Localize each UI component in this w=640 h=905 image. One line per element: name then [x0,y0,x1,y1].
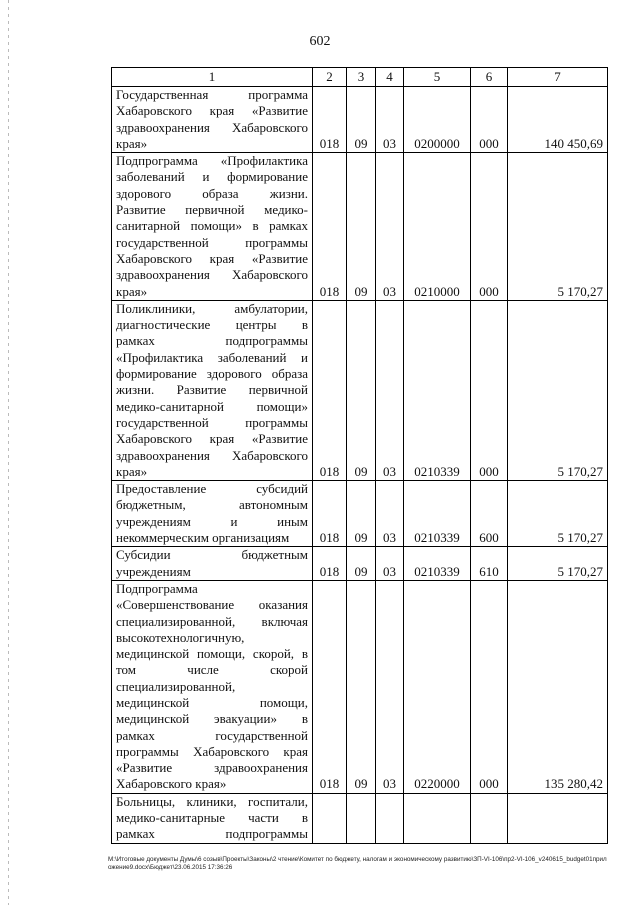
code-cell: 018 [313,153,347,301]
row-name-line: жизни. Развитие первичной [116,382,308,398]
row-name-line: учреждениям [116,563,191,579]
row-name-line: медико-санитарной помощи» [116,398,308,414]
code-cell: 09 [347,481,376,547]
code-cell: 03 [376,580,404,793]
row-name-line: здравоохранения Хабаровского [116,447,308,463]
scan-edge [8,0,9,905]
code-cell: 018 [313,481,347,547]
row-name-line: Хабаровского края «Развитие [116,431,308,447]
row-name-line: формирование здорового образа [116,366,308,382]
code-cell: 03 [376,481,404,547]
code-cell: 03 [376,300,404,480]
row-name-line: диагностические центры в [116,317,308,333]
code-cell [347,793,376,843]
row-name-line: здравоохранения Хабаровского [116,119,308,135]
header-cell: 1 [112,68,313,87]
row-name-line: «Совершенствование оказания [116,597,308,613]
row-name-cell [112,481,313,547]
amount-cell [508,793,608,843]
row-name-line: санитарной помощи» в рамках [116,218,308,234]
row-name-cell [112,793,313,843]
code-cell: 018 [313,300,347,480]
row-name-line: высокотехнологичную, [116,629,245,645]
code-cell: 09 [347,87,376,153]
row-name-line: Развитие первичной медико- [116,202,308,218]
row-name-line: Поликлиники, амбулатории, [116,300,308,316]
table-row [112,87,608,153]
row-name-line: Субсидии бюджетным [116,547,308,563]
header-cell: 7 [508,68,608,87]
row-name-line: медицинской помощи, [116,694,308,710]
table-row [112,153,608,301]
row-name-line: некоммерческим организациям [116,530,290,546]
row-name-line: заболеваний и формирование [116,169,308,185]
budget-table [111,67,608,844]
row-name-line: медико-санитарные части в [116,810,308,826]
code-cell [313,793,347,843]
code-cell: 03 [376,153,404,301]
row-name-line: Государственная программа [116,87,308,102]
header-cell: 2 [313,68,347,87]
amount-cell: 5 170,27 [508,547,608,581]
row-name-line: бюджетным, автономным [116,497,308,513]
row-name-line: «Профилактика заболеваний и [116,349,308,365]
amount-cell: 5 170,27 [508,153,608,301]
code-cell: 09 [347,153,376,301]
row-name-line: здравоохранения Хабаровского [116,267,308,283]
row-name-line: Предоставление субсидий [116,481,308,497]
row-name-line: края» [116,135,148,151]
code-cell: 0210339 [404,300,471,480]
row-name-line: Хабаровского края «Развитие [116,250,308,266]
code-cell: 610 [471,547,508,581]
amount-cell: 140 450,69 [508,87,608,153]
row-name-line: края» [116,283,148,299]
code-cell: 000 [471,153,508,301]
header-cell: 3 [347,68,376,87]
code-cell: 09 [347,580,376,793]
code-cell: 018 [313,580,347,793]
row-name-line: Хабаровского края «Развитие [116,103,308,119]
code-cell: 000 [471,300,508,480]
code-cell: 0210339 [404,547,471,581]
code-cell: 0210000 [404,153,471,301]
row-name-line: здорового образа жизни. [116,185,308,201]
code-cell: 018 [313,87,347,153]
code-cell: 018 [313,547,347,581]
code-cell: 09 [347,547,376,581]
row-name-line: Подпрограмма «Профилактика [116,153,308,169]
code-cell: 000 [471,580,508,793]
code-cell [376,793,404,843]
row-name-line: государственной программы [116,414,308,430]
row-name-line: Хабаровского края» [116,776,227,792]
code-cell: 0220000 [404,580,471,793]
row-name-line: рамках подпрограммы [116,826,308,842]
row-name-line: специализированной, включая [116,613,308,629]
page-number: 602 [309,34,331,49]
code-cell [404,793,471,843]
row-name-cell [112,153,313,301]
amount-cell: 5 170,27 [508,300,608,480]
row-name-line: медицинской эвакуации» в [116,711,308,727]
code-cell: 09 [347,300,376,480]
row-name-line: медицинской помощи, скорой, в [116,646,308,662]
row-name-line: том числе скорой [116,662,308,678]
table-row [112,580,608,793]
row-name-line: края» [116,463,148,479]
table-row [112,793,608,843]
code-cell: 0210339 [404,481,471,547]
row-name-line: рамках государственной [116,727,308,743]
row-name-cell [112,547,313,581]
table-row [112,481,608,547]
row-name-line: учреждениям и иным [116,513,308,529]
header-cell: 4 [376,68,404,87]
code-cell: 000 [471,87,508,153]
row-name-cell [112,300,313,480]
row-name-line: программы Хабаровского края [116,743,308,759]
row-name-line: Больницы, клиники, госпитали, [116,793,308,809]
code-cell: 03 [376,547,404,581]
code-cell [471,793,508,843]
row-name-cell [112,580,313,793]
code-cell: 03 [376,87,404,153]
row-name-line: «Развитие здравоохранения [116,760,308,776]
row-name-cell [112,87,313,153]
table-row [112,300,608,480]
table-row [112,547,608,581]
file-path-footer: M:\Итоговые документы Думы\6 созыв\Проекты\Законы\2 чтение\Комитет по бюджету, налогам и экономическому развитию\ЗП-VI-106\пр2-VI-106_v240615_budget01приложение9.docx\Бюджет\23.06.2015 17:36:26 [108,856,607,871]
header-cell: 6 [471,68,508,87]
row-name-line: Подпрограмма [116,580,198,596]
row-name-line: специализированной, [116,678,236,694]
header-cell: 5 [404,68,471,87]
row-name-line: государственной программы [116,234,308,250]
code-cell: 600 [471,481,508,547]
amount-cell: 135 280,42 [508,580,608,793]
code-cell: 0200000 [404,87,471,153]
amount-cell: 5 170,27 [508,481,608,547]
header-row [112,68,608,87]
row-name-line: рамках подпрограммы [116,333,308,349]
